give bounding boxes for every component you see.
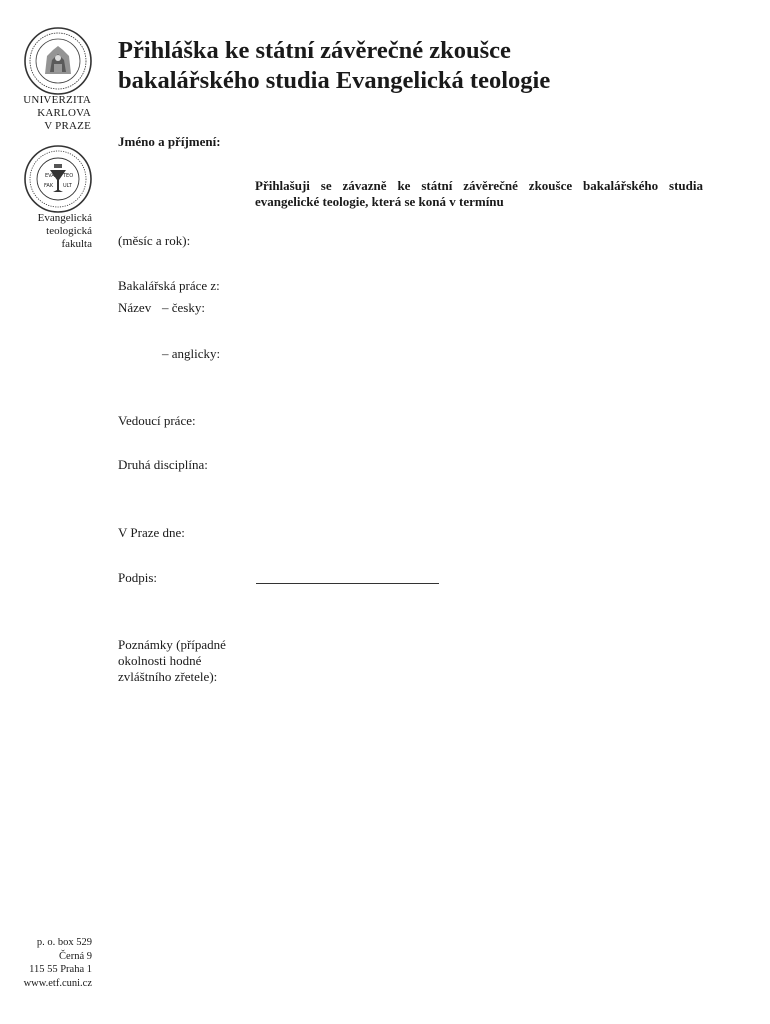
name-label: Jméno a příjmení: xyxy=(118,134,221,149)
thesis-czech-label: – česky: xyxy=(162,300,205,315)
statement-text: Přihlašuji se závazně ke státní závěrečné zkoušce bakalářského studia evangelické teologie, která se koná v termínu xyxy=(255,178,703,209)
supervisor-label: Vedoucí práce: xyxy=(118,413,196,428)
thesis-title-label: Název xyxy=(118,300,152,315)
svg-text:ULT: ULT xyxy=(63,183,72,189)
second-discipline-label: Druhá disciplína: xyxy=(118,457,208,472)
faculty-seal xyxy=(23,144,93,214)
form-title: Přihláška ke státní závěrečné zkoušce bakalářského studia Evangelická teologie xyxy=(118,37,551,94)
faculty-address: p. o. box 529 Černá 9 115 55 Praha 1 www.etf.cuni.cz xyxy=(8,936,92,990)
website-link[interactable]: www.etf.cuni.cz xyxy=(23,977,92,989)
thesis-english-label: – anglicky: xyxy=(162,346,221,361)
university-name: UNIVERZITA KARLOVA V PRAZE xyxy=(23,94,91,132)
faculty-name: Evangelická teologická fakulta xyxy=(37,212,92,250)
university-seal xyxy=(23,26,93,96)
signature-line xyxy=(256,583,439,584)
place-date-label: V Praze dne: xyxy=(118,525,185,540)
signature-label: Podpis: xyxy=(118,570,158,585)
term-label: (měsíc a rok): xyxy=(118,233,191,248)
svg-text:EVA: EVA xyxy=(45,173,55,179)
thesis-label: Bakalářská práce z: xyxy=(118,278,220,293)
svg-text:FAK: FAK xyxy=(44,183,54,189)
svg-text:TEO: TEO xyxy=(63,173,74,179)
notes-label: Poznámky (případné okolnosti hodné zvláštního zřetele): xyxy=(118,637,226,684)
